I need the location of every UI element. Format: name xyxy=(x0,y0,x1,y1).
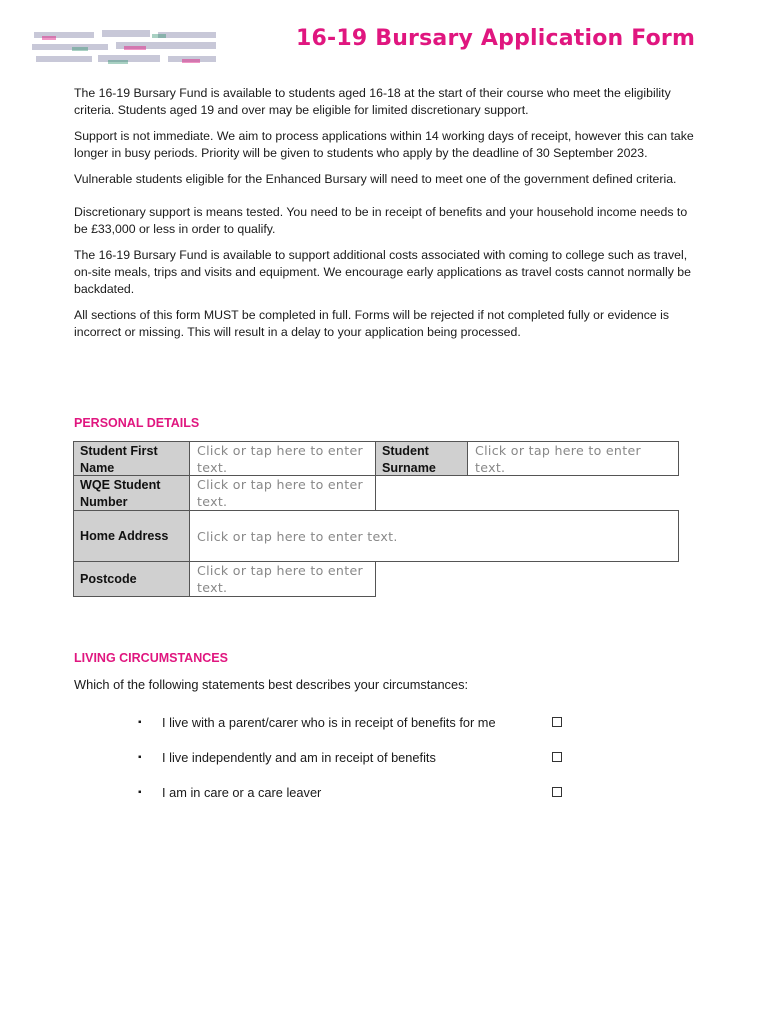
intro-paragraph: Discretionary support is means tested. You need to be in receipt of benefits and your household income needs to be £33,000 or less in order to qualify. xyxy=(74,205,688,236)
checkbox[interactable] xyxy=(552,752,562,762)
circumstances-question: Which of the following statements best describes your circumstances: xyxy=(74,677,469,692)
surname-field[interactable]: Click or tap here to enter text. xyxy=(467,441,679,476)
home-address-field[interactable]: Click or tap here to enter text. xyxy=(189,510,679,562)
intro-paragraph: All sections of this form MUST be completed in full. Forms will be rejected if not completed fully or evidence is incorrect or missing. This will result in a delay to your application being processed. xyxy=(74,308,670,339)
living-circumstances-heading: LIVING CIRCUMSTANCES xyxy=(74,651,228,665)
page-title: 16-19 Bursary Application Form xyxy=(296,26,696,51)
intro-paragraph: Vulnerable students eligible for the Enhanced Bursary will need to meet one of the government defined criteria. xyxy=(74,172,677,186)
personal-details-heading: PERSONAL DETAILS xyxy=(74,416,200,430)
option-label: I live with a parent/carer who is in receipt of benefits for me xyxy=(162,715,496,730)
surname-label: Student Surname xyxy=(375,441,468,476)
postcode-label: Postcode xyxy=(73,561,190,597)
option-independent xyxy=(138,749,568,767)
first-name-label: Student First Name xyxy=(73,441,190,476)
option-in-care xyxy=(138,784,568,802)
home-address-label: Home Address xyxy=(73,510,190,562)
intro-paragraph: The 16-19 Bursary Fund is available to students aged 16-18 at the start of their course who meet the eligibility criteria. Students aged 19 and over may be eligible for limited discretionary support. xyxy=(74,86,671,117)
intro-paragraph: The 16-19 Bursary Fund is available to support additional costs associated with coming to college such as travel, on-site meals, trips and visits and equipment. We encourage early applications as travel costs cannot normally be backdated. xyxy=(74,248,691,296)
checkbox[interactable] xyxy=(552,717,562,727)
college-logo-icon xyxy=(32,26,222,70)
checkbox[interactable] xyxy=(552,787,562,797)
first-name-field[interactable]: Click or tap here to enter text. xyxy=(189,441,376,476)
bullet-icon: ▪ xyxy=(138,752,142,763)
option-label: I live independently and am in receipt of benefits xyxy=(162,750,436,765)
bullet-icon: ▪ xyxy=(138,717,142,728)
option-label: I am in care or a care leaver xyxy=(162,785,322,800)
wqe-number-label: WQE Student Number xyxy=(73,475,190,511)
bullet-icon: ▪ xyxy=(138,787,142,798)
wqe-number-field[interactable]: Click or tap here to enter text. xyxy=(189,475,376,511)
intro-text xyxy=(74,85,699,350)
intro-paragraph: Support is not immediate. We aim to process applications within 14 working days of receipt, however this can take longer in busy periods. Priority will be given to students who apply by the deadline of 30 September 2023. xyxy=(74,129,694,160)
option-parent-carer xyxy=(138,714,568,732)
personal-details-table xyxy=(73,441,679,597)
postcode-field[interactable]: Click or tap here to enter text. xyxy=(189,561,376,597)
